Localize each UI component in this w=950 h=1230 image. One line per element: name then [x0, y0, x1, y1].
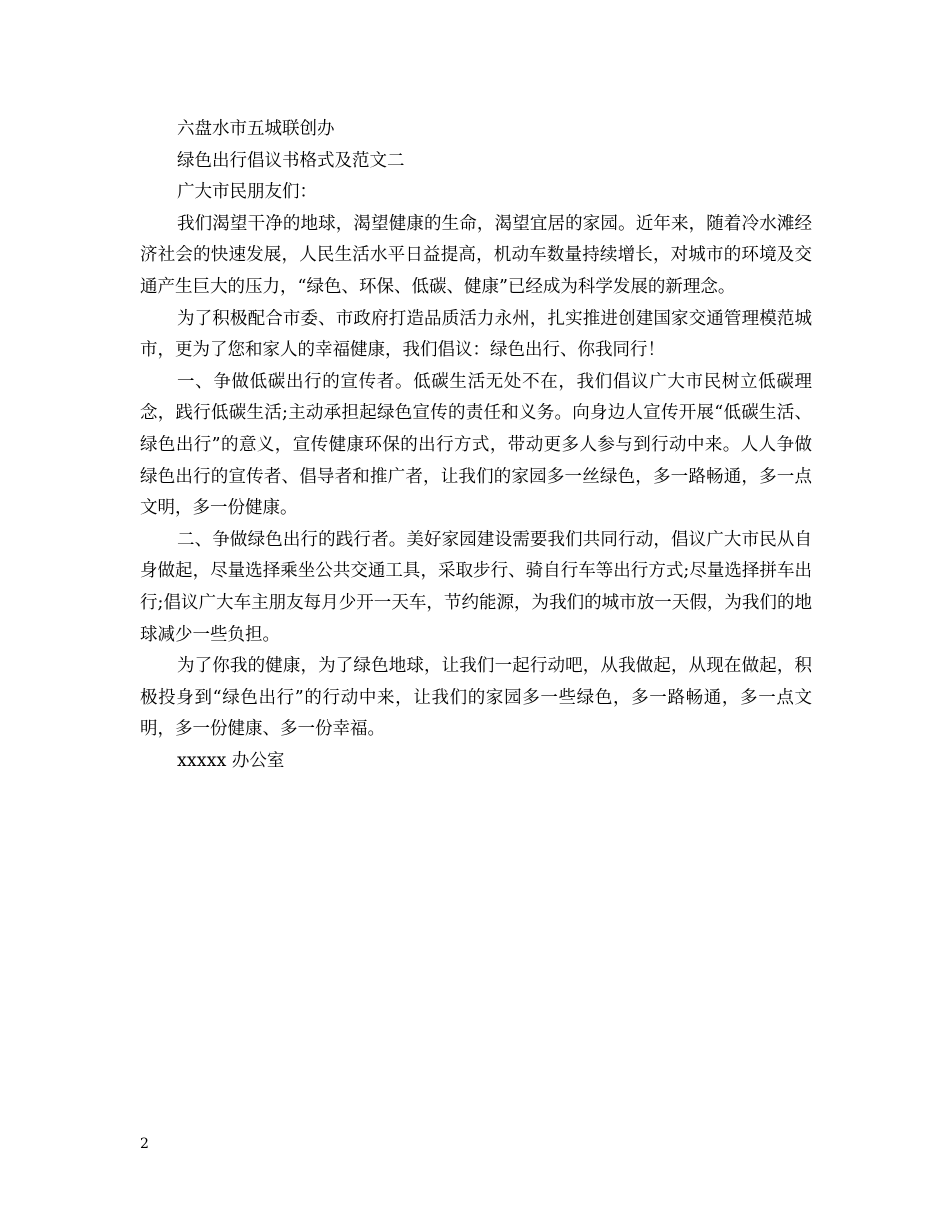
issuer-line: 六盘水市五城联创办	[177, 119, 335, 139]
body-paragraph-5: 为了你我的健康，为了绿色地球，让我们一起行动吧，从我做起，从现在做起，积极投身到“绿色出行”的行动中来，让我们的家园多一些绿色，多一路畅通，多一点文明，多一份健康、多一份幸福。	[140, 656, 812, 740]
body-paragraph-3: 一、争做低碳出行的宣传者。低碳生活无处不在，我们倡议广大市民树立低碳理念，践行低碳生活;主动承担起绿色宣传的责任和义务。向身边人宣传开展“低碳生活、绿色出行”的意义，宣传健康环保的出行方式，带动更多人参与到行动中来。人人争做绿色出行的宣传者、倡导者和推广者，让我们的家园多一丝绿色，多一路畅通，多一点文明，多一份健康。	[140, 371, 812, 519]
document-page	[140, 114, 812, 777]
document-title: 绿色出行倡议书格式及范文二	[177, 150, 405, 171]
body-paragraph-4: 二、争做绿色出行的践行者。美好家园建设需要我们共同行动，倡议广大市民从自身做起，尽量选择乘坐公共交通工具，采取步行、骑自行车等出行方式;尽量选择拼车出行;倡议广大车主朋友每月少开一天车，节约能源，为我们的城市放一天假，为我们的地球减少一些负担。	[140, 529, 812, 645]
salutation: 广大市民朋友们：	[177, 182, 317, 203]
body-paragraph-1: 我们渴望干净的地球，渴望健康的生命，渴望宜居的家园。近年来，随着冷水滩经济社会的快速发展，人民生活水平日益提高，机动车数量持续增长，对城市的环境及交通产生巨大的压力，“绿色、环保、低碳、健康”已经成为科学发展的新理念。	[140, 213, 812, 297]
page-number: 2	[140, 1136, 149, 1152]
signature: xxxxx 办公室	[177, 750, 285, 771]
body-paragraph-2: 为了积极配合市委、市政府打造品质活力永州，扎实推进创建国家交通管理模范城市，更为了您和家人的幸福健康，我们倡议：绿色出行、你我同行！	[140, 308, 812, 361]
